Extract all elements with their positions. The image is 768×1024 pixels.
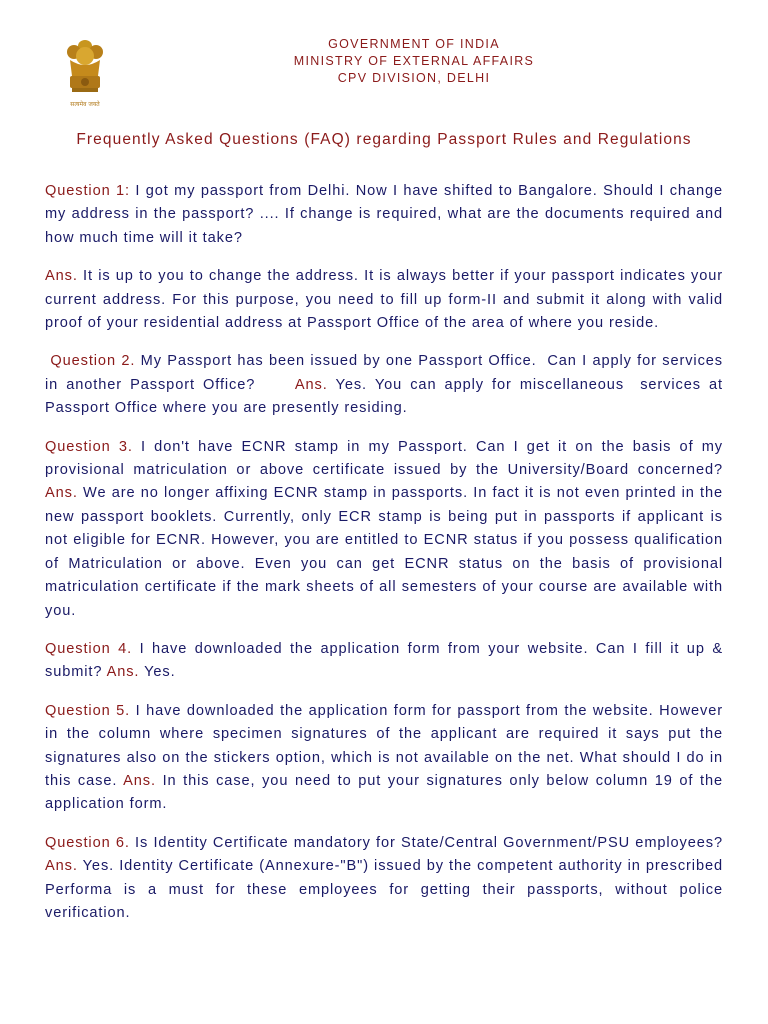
faq-item-4 — [45, 638, 723, 685]
answer-label: Ans. — [294, 376, 328, 393]
answer-text: It is up to you to change the address. It is always better if your passport indicates your current address. For this purpose, you need to fill up form-II and submit it along with valid proof of your residential address at Passport Office of the area of where you reside. — [45, 268, 723, 332]
faq-question-1 — [45, 180, 723, 250]
question-label: Question 3. — [45, 438, 133, 455]
answer-text: Yes. You can apply for miscellaneous services at Passport Office where you are presently residing. — [45, 376, 728, 417]
answer-text: We are no longer affixing ECNR stamp in passports. In fact it is not even printed in the new passport booklets. Currently, only ECR stamp is being put in passports if applicant is not eligible for ECNR. However, you are entitled to ECNR status if you possess qualification of Matriculation or above. Even you can get ECNR status on the basis of provisional matriculation certificate if the mark sheets of all semesters of your course are available with you. — [45, 485, 723, 619]
faq-item-2 — [45, 350, 728, 420]
faq-item-6 — [45, 832, 723, 926]
question-label: Question 4. — [45, 640, 133, 657]
answer-text: Yes. Identity Certificate (Annexure-"B") issued by the competent authority in prescribed Performa is a must for these employees for getting their passports, without police verification. — [45, 858, 723, 921]
header-line-division: CPV DIVISION, DELHI — [337, 71, 491, 85]
faq-content — [45, 180, 728, 940]
question-text: My Passport has been issued by one Passport Office. Can I apply for services in another Passport Office? — [45, 353, 728, 393]
question-text: I don't have ECNR stamp in my Passport. Can I get it on the basis of my provisional matriculation or above certificate issued by the University/Board concerned? — [45, 438, 723, 479]
header-line-ministry: MINISTRY OF EXTERNAL AFFAIRS — [293, 54, 535, 68]
faq-item-3 — [45, 436, 723, 623]
faq-answer-1 — [45, 265, 723, 335]
question-text: I have downloaded the application form from your website. Can I fill it up & submit? — [45, 640, 723, 681]
answer-label: Ans. — [45, 858, 78, 875]
question-label: Question 5. — [45, 702, 131, 719]
emblem-caption: सत्यमेव जयते — [70, 101, 100, 108]
answer-label: Ans. — [123, 772, 156, 789]
answer-label: Ans. — [45, 268, 78, 285]
faq-item-5 — [45, 700, 723, 817]
answer-label: Ans. — [45, 485, 78, 502]
question-label: Question 2. — [45, 353, 136, 370]
header-line-government: GOVERNMENT OF INDIA — [328, 37, 500, 51]
question-label: Question 1: — [45, 183, 130, 199]
question-text: I have downloaded the application form for passport from the website. However in the column where specimen signatures of the applicant are required it says put the signatures also on the stickers option, which is not available on the net. What should I do in this case. — [45, 702, 723, 789]
question-text: Is Identity Certificate mandatory for State/Central Government/PSU employees? — [129, 834, 723, 851]
document-header — [0, 36, 768, 87]
question-label: Question 6. — [45, 834, 130, 851]
question-text: I got my passport from Delhi. Now I have shifted to Bangalore. Should I change my address in the passport? .... If change is required, what are the documents required and how much time will it take? — [45, 183, 723, 246]
answer-text: Yes. — [139, 664, 176, 681]
answer-label: Ans. — [106, 664, 140, 681]
answer-text: In this case, you need to put your signatures only below column 19 of the application form. — [45, 772, 723, 813]
page-title: Frequently Asked Questions (FAQ) regarding Passport Rules and Regulations — [76, 131, 692, 148]
